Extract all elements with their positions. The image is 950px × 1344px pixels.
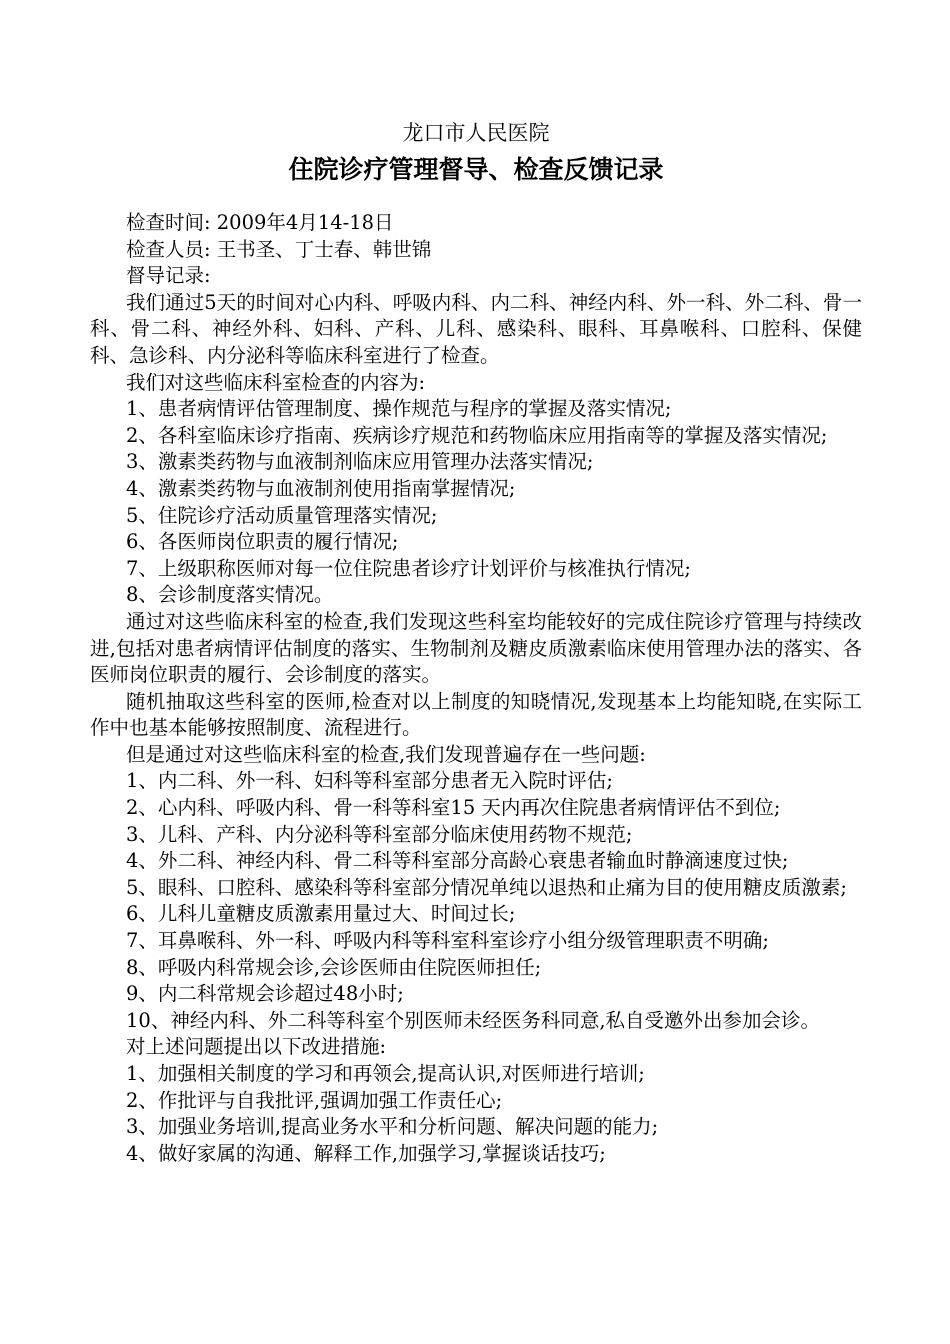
problems-intro: 但是通过对这些临床科室的检查,我们发现普遍存在一些问题: — [126, 742, 646, 766]
problem-item: 5、眼科、口腔科、感染科等科室部分情况单纯以退热和止痛为目的使用糖皮质激素; — [126, 875, 847, 899]
random-check-paragraph: 随机抽取这些科室的医师,检查对以上制度的知晓情况,发现基本上均能知晓,在实际工作中也基本能够按照制度、流程进行。 — [90, 689, 862, 740]
content-item: 1、患者病情评估管理制度、操作规范与程序的掌握及落实情况; — [126, 397, 672, 421]
measures-intro: 对上述问题提出以下改进措施: — [126, 1035, 387, 1059]
problem-item: 6、儿科儿童糖皮质激素用量过大、时间过长; — [126, 902, 516, 926]
document-page — [90, 118, 862, 1167]
content-item: 6、各医师岗位职责的履行情况; — [126, 530, 399, 554]
content-item: 5、住院诊疗活动质量管理落实情况; — [126, 503, 438, 527]
content-item: 3、激素类药物与血液制剂临床应用管理办法落实情况; — [126, 450, 594, 474]
problem-item: 8、呼吸内科常规会诊,会诊医师由住院医师担任; — [126, 955, 542, 979]
problem-item: 10、神经内科、外二科等科室个别医师未经医务科同意,私自受邀外出参加会诊。 — [126, 1008, 821, 1032]
measure-item: 3、加强业务培训,提高业务水平和分析问题、解决问题的能力; — [126, 1115, 659, 1139]
problem-item: 7、耳鼻喉科、外一科、呼吸内科等科室科室诊疗小组分级管理职责不明确; — [126, 929, 769, 953]
finding-paragraph: 通过对这些临床科室的检查,我们发现这些科室均能较好的完成住院诊疗管理与持续改进,包括对患者病情评估制度的落实、生物制剂及糖皮质激素临床使用管理办法的落实、各医师岗位职责的履行、会诊制度的落实。 — [90, 609, 862, 687]
content-item: 8、会诊制度落实情况。 — [126, 583, 334, 607]
measure-item: 1、加强相关制度的学习和再领会,提高认识,对医师进行培训; — [126, 1062, 645, 1085]
problem-item: 3、儿科、产科、内分泌科等科室部分临床使用药物不规范; — [126, 822, 633, 846]
problem-item: 1、内二科、外一科、妇科等科室部分患者无入院时评估; — [126, 769, 613, 793]
inspectors: 检查人员: 王书圣、丁士春、韩世锦 — [126, 237, 432, 261]
content-item: 7、上级职称医师对每一位住院患者诊疗计划评价与核准执行情况; — [126, 556, 691, 580]
content-item: 4、激素类药物与血液制剂使用指南掌握情况; — [126, 476, 516, 500]
record-label: 督导记录: — [126, 264, 211, 288]
hospital-name: 龙口市人民医院 — [402, 121, 550, 145]
problem-item: 9、内二科常规会诊超过48小时; — [126, 982, 404, 1006]
inspection-time: 检查时间: 2009年4月14-18日 — [126, 211, 394, 234]
intro-paragraph: 我们通过5天的时间对心内科、呼吸内科、内二科、神经内科、外一科、外二科、骨一科、骨二科、神经外科、妇科、产科、儿科、感染科、眼科、耳鼻喉科、口腔科、保健科、急诊科、内分泌科等临床科室进行了检查。 — [90, 290, 862, 367]
problem-item: 2、心内科、呼吸内科、骨一科等科室15 天内再次住院患者病情评估不到位; — [126, 796, 781, 820]
document-title: 住院诊疗管理督导、检查反馈记录 — [288, 155, 664, 184]
problem-item: 4、外二科、神经内科、骨二科等科室部分高龄心衰患者输血时静滴速度过快; — [126, 849, 789, 873]
measure-item: 4、做好家属的沟通、解释工作,加强学习,掌握谈话技巧; — [126, 1141, 606, 1165]
content-item: 2、各科室临床诊疗指南、疾病诊疗规范和药物临床应用指南等的掌握及落实情况; — [126, 423, 828, 447]
content-intro: 我们对这些临床科室检查的内容为: — [126, 370, 426, 394]
measure-item: 2、作批评与自我批评,强调加强工作责任心; — [126, 1088, 503, 1112]
